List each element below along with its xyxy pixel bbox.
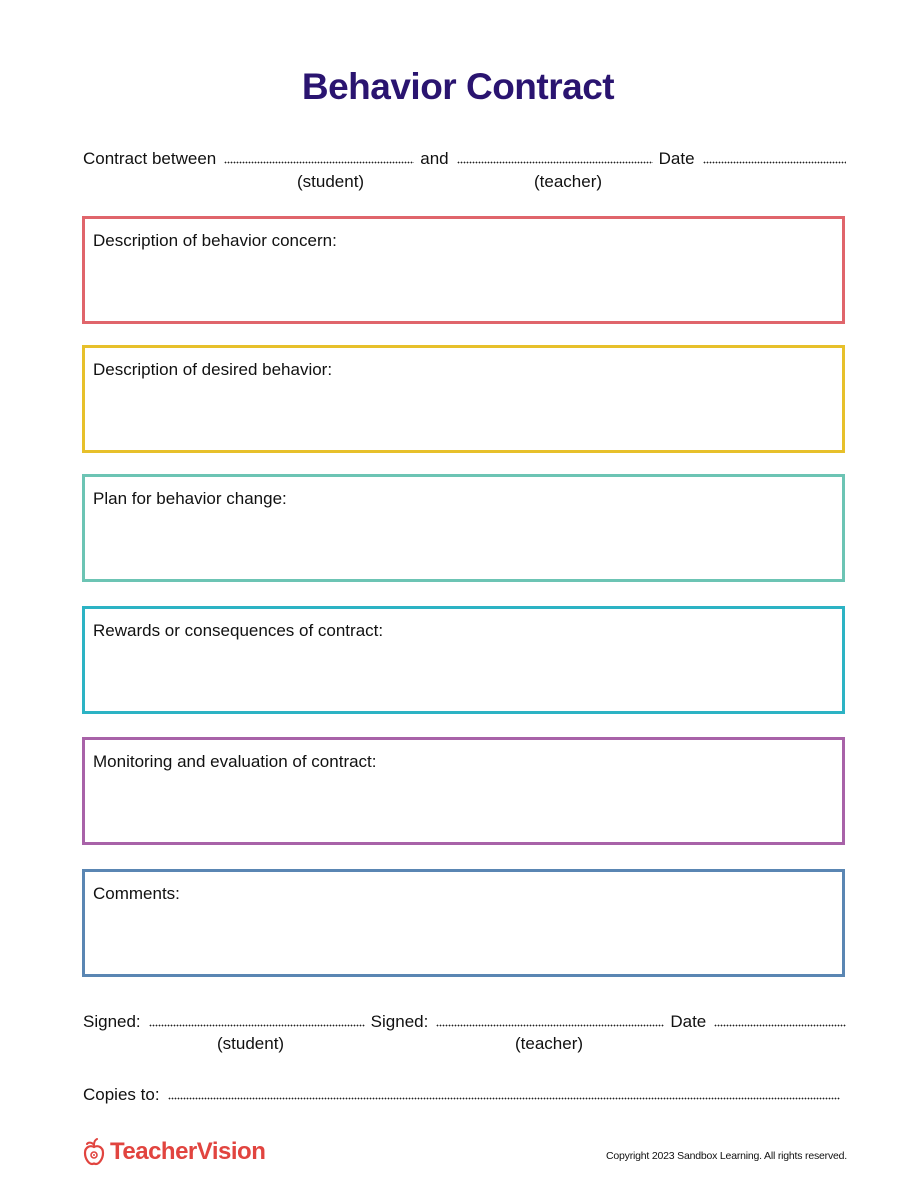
teachervision-logo (82, 1136, 265, 1168)
teacher-signature-field[interactable] (436, 1024, 664, 1027)
and-label: and (420, 149, 449, 168)
contract-date-label: Date (658, 149, 695, 168)
signature-date-label: Date (670, 1012, 707, 1031)
behavior-change-plan-label: Plan for behavior change: (93, 489, 287, 508)
teacher-name-field[interactable] (457, 161, 653, 164)
student-name-field[interactable] (224, 161, 414, 164)
student-caption: (student) (297, 172, 365, 191)
contract-date-field[interactable] (703, 161, 846, 164)
contract-between-row (83, 145, 846, 169)
monitoring-evaluation-box[interactable] (82, 737, 845, 845)
copyright-notice: Copyright 2023 Sandbox Learning. All rights reserved. (606, 1150, 847, 1162)
apple-icon (82, 1138, 106, 1166)
student-signature-field[interactable] (149, 1024, 365, 1027)
contract-between-label: Contract between (83, 149, 217, 168)
monitoring-evaluation-label: Monitoring and evaluation of contract: (93, 752, 377, 771)
copies-label: Copies to: (83, 1085, 160, 1104)
signed-teacher-label: Signed: (370, 1012, 429, 1031)
signature-teacher-caption: (teacher) (515, 1034, 584, 1053)
copies-field[interactable] (168, 1097, 840, 1100)
rewards-consequences-box[interactable] (82, 606, 845, 714)
brand-name: TeacherVision (110, 1138, 266, 1165)
signature-row (83, 1008, 846, 1032)
teacher-caption: (teacher) (534, 172, 603, 191)
signed-student-label: Signed: (83, 1012, 141, 1031)
page-title: Behavior Contract (301, 66, 615, 107)
copies-row (83, 1081, 840, 1105)
behavior-concern-box[interactable] (82, 216, 845, 324)
desired-behavior-label: Description of desired behavior: (93, 360, 333, 379)
signature-student-caption: (student) (217, 1034, 285, 1053)
signature-date-field[interactable] (714, 1024, 846, 1027)
comments-label: Comments: (93, 884, 180, 903)
behavior-change-plan-box[interactable] (82, 474, 845, 582)
desired-behavior-box[interactable] (82, 345, 845, 453)
comments-box[interactable] (82, 869, 845, 977)
behavior-concern-label: Description of behavior concern: (93, 231, 337, 250)
rewards-consequences-label: Rewards or consequences of contract: (93, 621, 384, 640)
